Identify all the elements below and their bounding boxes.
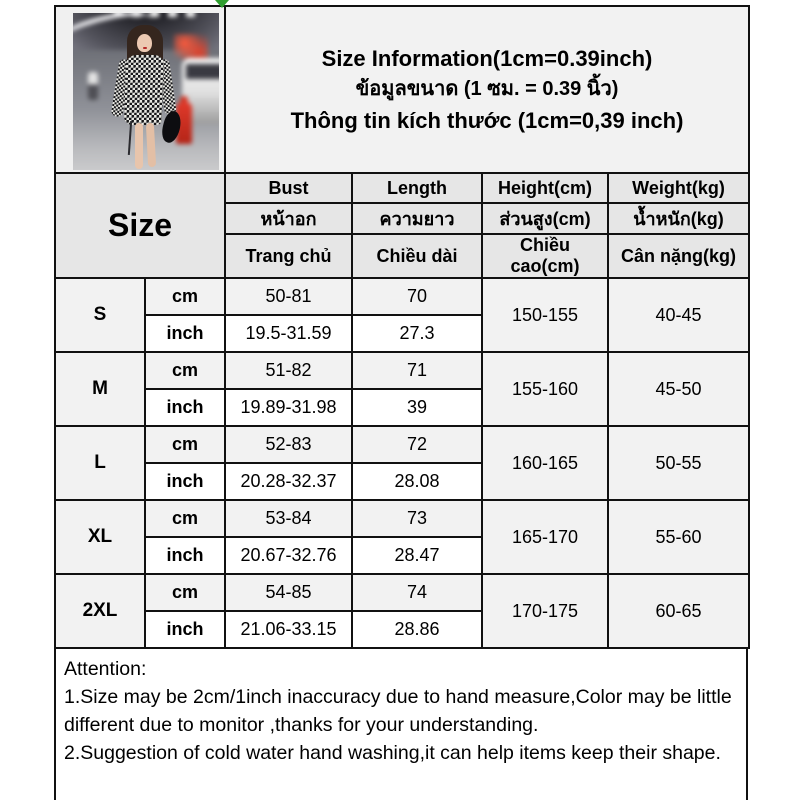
photo-title-row [55, 6, 749, 173]
unit-label: inch [145, 315, 225, 352]
cell-bust-cm: 52-83 [225, 426, 352, 463]
van-window [186, 64, 219, 79]
cell-height: 155-160 [482, 352, 608, 426]
col-header-length-en: Length [352, 173, 482, 203]
unit-label: inch [145, 389, 225, 426]
cell-height: 150-155 [482, 278, 608, 352]
attention-note-2: 2.Suggestion of cold water hand washing,it can help items keep their shape. [64, 742, 721, 764]
table-row [55, 352, 749, 389]
cell-length-inch: 28.86 [352, 611, 482, 648]
table-row [55, 278, 749, 315]
title-vietnamese: Thông tin kích thước (1cm=0,39 inch) [290, 108, 684, 133]
product-photo [73, 13, 219, 170]
col-header-height-th: ส่วนสูง(cm) [482, 203, 608, 234]
unit-label: cm [145, 426, 225, 463]
unit-label: inch [145, 463, 225, 500]
size-label-2xl: 2XL [55, 574, 145, 648]
col-header-height-vi: Chiều cao(cm) [482, 234, 608, 278]
title-cell [225, 6, 749, 173]
cell-weight: 50-55 [608, 426, 749, 500]
cell-length-cm: 74 [352, 574, 482, 611]
cell-length-cm: 70 [352, 278, 482, 315]
cell-bust-cm: 51-82 [225, 352, 352, 389]
size-table [54, 5, 750, 649]
col-header-weight-vi: Cân nặng(kg) [608, 234, 749, 278]
unit-label: inch [145, 537, 225, 574]
cell-length-inch: 39 [352, 389, 482, 426]
distant-pedestrian [88, 72, 98, 100]
table-row [55, 574, 749, 611]
unit-label: cm [145, 278, 225, 315]
red-taillights [174, 34, 208, 60]
attention-note-1: 1.Size may be 2cm/1inch inaccuracy due to hand measure,Color may be little different due to monitor ,thanks for your understanding. [64, 686, 732, 736]
size-label-l: L [55, 426, 145, 500]
cell-length-inch: 27.3 [352, 315, 482, 352]
cell-length-cm: 71 [352, 352, 482, 389]
green-corner-marker-icon [215, 0, 229, 8]
cell-bust-inch: 19.5-31.59 [225, 315, 352, 352]
cell-bust-inch: 20.67-32.76 [225, 537, 352, 574]
unit-label: inch [145, 611, 225, 648]
cell-length-cm: 72 [352, 426, 482, 463]
size-label-xl: XL [55, 500, 145, 574]
cell-length-inch: 28.47 [352, 537, 482, 574]
model-lips [143, 47, 147, 49]
attention-notes [54, 647, 748, 800]
cell-height: 170-175 [482, 574, 608, 648]
cell-weight: 45-50 [608, 352, 749, 426]
cell-weight: 55-60 [608, 500, 749, 574]
cell-bust-cm: 53-84 [225, 500, 352, 537]
size-label-s: S [55, 278, 145, 352]
cell-bust-inch: 19.89-31.98 [225, 389, 352, 426]
col-header-bust-vi: Trang chủ [225, 234, 352, 278]
cell-bust-inch: 20.28-32.37 [225, 463, 352, 500]
header-row-en [55, 173, 749, 203]
cell-weight: 40-45 [608, 278, 749, 352]
attention-heading: Attention: [64, 658, 147, 680]
table-row [55, 500, 749, 537]
col-header-weight-en: Weight(kg) [608, 173, 749, 203]
table-row [55, 426, 749, 463]
col-header-weight-th: น้ำหนัก(kg) [608, 203, 749, 234]
houndstooth-dress [124, 55, 164, 125]
product-photo-cell [55, 6, 225, 173]
title-english: Size Information(1cm=0.39inch) [321, 46, 653, 71]
cell-length-cm: 73 [352, 500, 482, 537]
unit-label: cm [145, 574, 225, 611]
cell-height: 160-165 [482, 426, 608, 500]
cell-height: 165-170 [482, 500, 608, 574]
cell-weight: 60-65 [608, 574, 749, 648]
cell-length-inch: 28.08 [352, 463, 482, 500]
size-label-m: M [55, 352, 145, 426]
size-chart [54, 5, 748, 800]
unit-label: cm [145, 352, 225, 389]
col-header-height-en: Height(cm) [482, 173, 608, 203]
model-face [137, 34, 152, 52]
cell-bust-cm: 50-81 [225, 278, 352, 315]
unit-label: cm [145, 500, 225, 537]
cell-bust-inch: 21.06-33.15 [225, 611, 352, 648]
model-leg [135, 123, 143, 169]
col-header-length-th: ความยาว [352, 203, 482, 234]
col-header-bust-en: Bust [225, 173, 352, 203]
cell-bust-cm: 54-85 [225, 574, 352, 611]
col-header-length-vi: Chiều dài [352, 234, 482, 278]
title-thai: ข้อมูลขนาด (1 ซม. = 0.39 นิ้ว) [355, 78, 619, 100]
col-header-bust-th: หน้าอก [225, 203, 352, 234]
size-header: Size [55, 173, 225, 278]
